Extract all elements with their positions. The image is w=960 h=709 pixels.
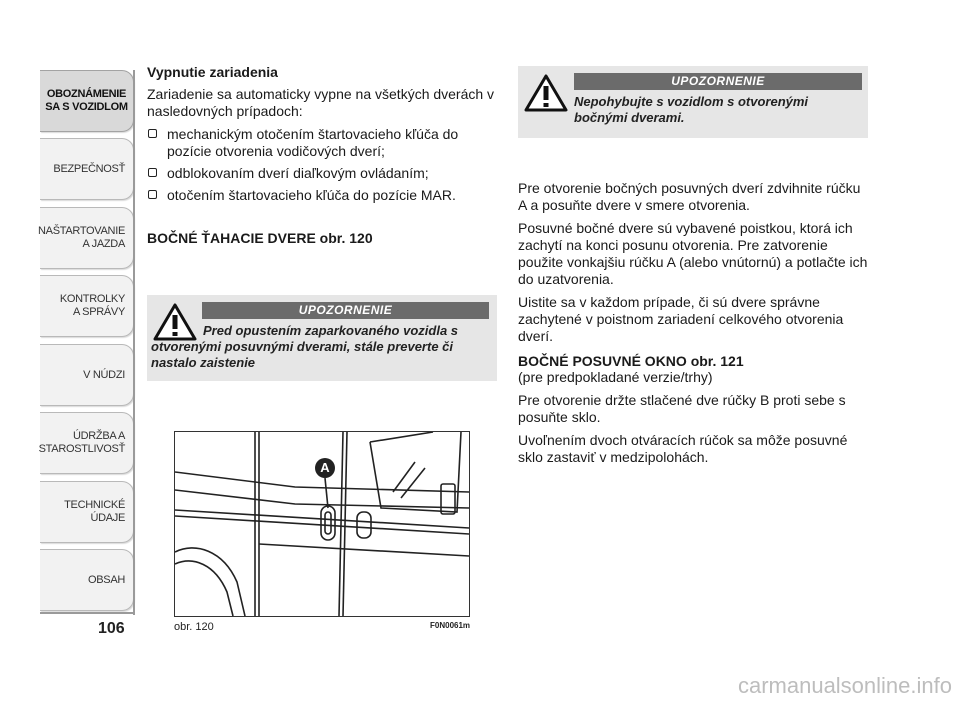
list-item-text: odblokovaním dverí diaľkovým ovládaním;: [167, 165, 429, 181]
condition-list: [147, 126, 497, 204]
list-item: [147, 126, 497, 160]
intro-paragraph: Zariadenie sa automaticky vypne na všetkých dverách v nasledovných prípadoch:: [147, 86, 495, 119]
warning-box-left: [147, 295, 497, 381]
tab-v-nudzi[interactable]: [40, 344, 134, 406]
left-column: [147, 64, 497, 246]
warning-box-right: [518, 66, 868, 138]
list-item: [147, 187, 497, 204]
tab-technicke[interactable]: [40, 481, 134, 543]
tab-oboznamenie[interactable]: [40, 70, 134, 132]
tab-label: OBOZNÁMENIE SA S VOZIDLOM: [45, 88, 128, 113]
tab-label: KONTROLKY A SPRÁVY: [59, 293, 125, 318]
tab-kontrolky[interactable]: [40, 275, 134, 337]
paragraph: Uistite sa v každom prípade, či sú dvere správne zachytené v poistnom zariadení celkového otvorenia dverí.: [518, 294, 844, 344]
figure-sliding-door: [174, 431, 470, 617]
sidebar-base-line: [40, 612, 135, 614]
tab-label: BEZPEČNOSŤ: [53, 162, 125, 175]
tab-bezpecnost[interactable]: [40, 138, 134, 200]
warning-text: [151, 323, 489, 371]
tab-label: OBSAH: [87, 573, 125, 586]
list-item: [147, 165, 497, 182]
sidebar-divider: [133, 70, 135, 615]
tab-label: V NÚDZI: [83, 368, 125, 381]
tab-obsah[interactable]: [40, 549, 134, 611]
figure-caption: obr. 120: [174, 621, 214, 633]
paragraph: Posuvné bočné dvere sú vybavené poistkou, ktorá ich zachytí na konci posunu otvorenia. Pre zatvorenie použite vonkajšiu rúčku A (alebo vnútornú) a potlačte ich do uzatvorenia.: [518, 220, 868, 287]
subsection-title: Vypnutie zariadenia: [147, 64, 278, 80]
tab-udrzba[interactable]: [40, 412, 134, 474]
checkbox-bullet-icon: [148, 129, 157, 138]
list-item-text: otočením štartovacieho kľúča do pozície MAR.: [167, 187, 456, 203]
section-title-sliding-doors: BOČNÉ ŤAHACIE DVERE obr. 120: [147, 230, 373, 246]
section-title-sliding-window: BOČNÉ POSUVNÉ OKNO obr. 121: [518, 353, 744, 369]
warning-triangle-icon: [524, 74, 568, 112]
checkbox-bullet-icon: [148, 190, 157, 199]
section-note: (pre predpokladané verzie/trhy): [518, 369, 713, 385]
warning-text: Nepohybujte s vozidlom s otvorenými bočnými dverami.: [574, 94, 809, 125]
watermark: carmanualsonline.info: [737, 673, 952, 698]
figure-code: F0N0061m: [430, 621, 471, 630]
paragraph: Uvoľnením dvoch otváracích rúčok sa môže posuvné sklo zastaviť v medzipolohách.: [518, 432, 848, 465]
right-column: [518, 180, 868, 472]
tab-label: ÚDRŽBA A STAROSTLIVOSŤ: [38, 430, 125, 455]
warning-text-content: Pred opustením zaparkovaného vozidla s otvorenými posuvnými dverami, stále preverte či nastalo zaistenie: [151, 323, 459, 370]
paragraph: Pre otvorenie držte stlačené dve rúčky B proti sebe s posuňte sklo.: [518, 392, 846, 425]
list-item-text: mechanickým otočením štartovacieho kľúča do pozície otvorenia vodičových dverí;: [167, 126, 459, 159]
tab-label: NAŠTARTOVANIE A JAZDA: [38, 225, 125, 250]
tab-nastartovanie[interactable]: [40, 207, 134, 269]
paragraph: Pre otvorenie bočných posuvných dverí zdvihnite rúčku A a posuňte dvere v smere otvorenia.: [518, 180, 861, 213]
figure-marker-a: A: [320, 460, 330, 475]
checkbox-bullet-icon: [148, 168, 157, 177]
warning-label: UPOZORNENIE: [574, 73, 862, 90]
warning-label: UPOZORNENIE: [202, 302, 489, 319]
page-number: 106: [98, 620, 125, 637]
tab-label: TECHNICKÉ ÚDAJE: [64, 499, 125, 524]
